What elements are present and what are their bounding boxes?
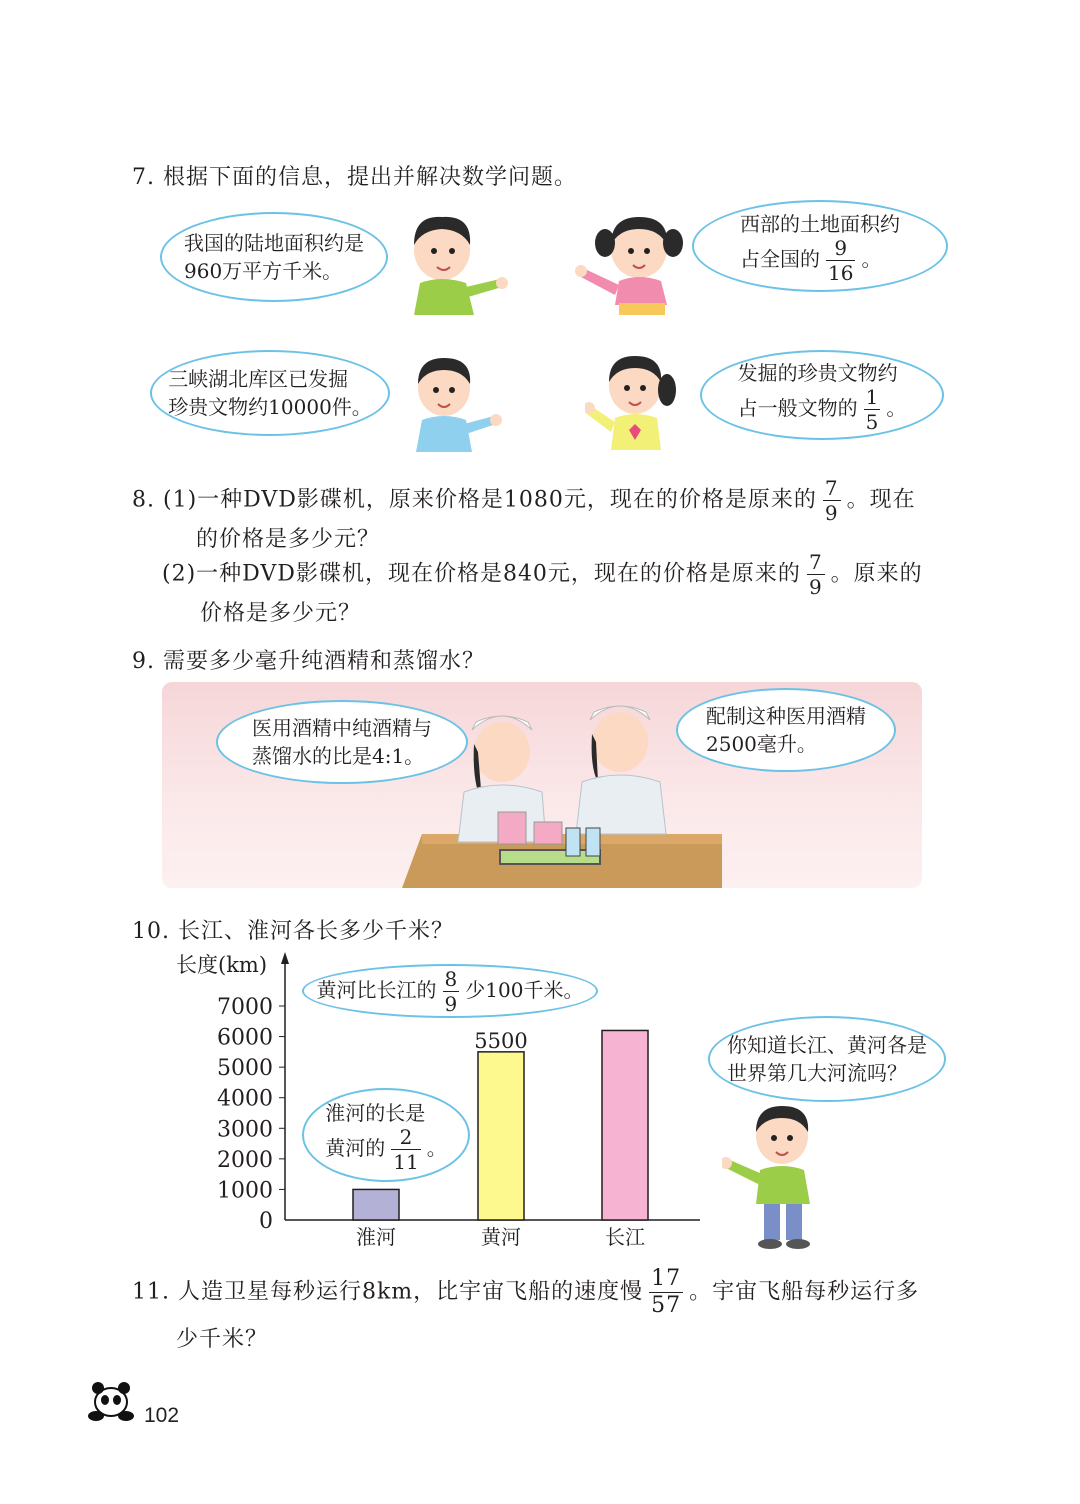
bubble-text: 配制这种医用酒精: [706, 704, 866, 728]
speech-bubble-ratio: [216, 700, 468, 784]
q10-title: 10. 长江、淮河各长多少千米？: [132, 919, 454, 944]
x-tick-label: 淮河: [356, 1225, 396, 1249]
y-axis-arrow: [281, 952, 289, 964]
bubble-text: 你知道长江、黄河各是: [727, 1033, 927, 1057]
boy-pointing-illustration: [722, 1100, 836, 1250]
bubble-text: 黄河比长江的: [316, 977, 437, 1002]
girl-pointing-illustration: [575, 205, 687, 315]
fraction: $\frac{1}{5}$: [865, 384, 879, 434]
y-axis-label: 长度(km): [176, 953, 268, 977]
speech-bubble-volume: [676, 688, 896, 772]
y-tick-label: 3000: [217, 1117, 273, 1143]
boy-pointing-illustration: [392, 205, 512, 317]
bubble-text: 蒸馏水的比是4:1。: [252, 744, 425, 768]
x-tick-labels: [356, 1225, 645, 1249]
bubble-text: 占一般文物的: [737, 395, 858, 420]
speech-bubble-huai-river: 淮河的长是 黄河的 $\frac{2}{11}$ 。: [302, 1088, 470, 1182]
fraction: $\frac{2}{11}$: [393, 1124, 419, 1174]
q8-part1-line2: 的价格是多少元？: [196, 527, 381, 552]
speech-bubble-land-area: [160, 212, 388, 302]
speech-bubble-relic-fraction: 发掘的珍贵文物约 占一般文物的 $\frac{1}{5}$ 。: [700, 350, 944, 440]
q8-part2-line1: (2)一种DVD影碟机，现在价格是840元，现在的价格是原来的 $\frac{7}{9}$ 。原来的: [162, 550, 923, 599]
speech-bubble-yellow-river: 黄河比长江的 $\frac{8}{9}$ 少100千米。: [302, 964, 598, 1018]
girl-pointing-illustration: [585, 346, 677, 458]
fraction: $\frac{9}{16}$: [828, 235, 854, 285]
y-tick-label: 4000: [217, 1086, 273, 1112]
q11-line1: 11. 人造卫星每秒运行8km，比宇宙飞船的速度慢 $\frac{17}{57}$ 。宇宙飞船每秒运行多: [132, 1266, 920, 1318]
q7-title: 7. 根据下面的信息，提出并解决数学问题。: [132, 165, 577, 190]
bubble-text: 西部的土地面积约: [740, 211, 900, 236]
bar-2: [478, 1052, 524, 1220]
speech-bubble-relics: [150, 350, 390, 436]
panda-icon: [86, 1376, 136, 1424]
bubble-text: 960万平方千米。: [184, 259, 343, 283]
x-tick-label: 长江: [605, 1225, 645, 1249]
fraction: $\frac{8}{9}$: [444, 966, 458, 1016]
bubble-text: 医用酒精中纯酒精与: [252, 716, 432, 740]
y-tick-label: 5000: [217, 1056, 273, 1082]
y-tick-label: 2000: [217, 1147, 273, 1173]
bar-3: [602, 1030, 648, 1220]
x-tick-label: 黄河: [481, 1225, 521, 1249]
fraction: $\frac{7}{9}$: [824, 476, 839, 525]
y-tick-label: 0: [259, 1209, 273, 1234]
speech-bubble-world-rivers: [708, 1016, 946, 1102]
y-tick-label: 1000: [217, 1178, 273, 1204]
q11-line2: 少千米？: [176, 1327, 269, 1352]
bubble-text: 占全国的: [740, 246, 820, 271]
fraction: $\frac{17}{57}$: [651, 1266, 682, 1318]
y-tick-label: 6000: [217, 1025, 273, 1051]
bar-1: [353, 1189, 399, 1220]
y-tick-label: 7000: [217, 995, 273, 1020]
bubble-text: 2500毫升。: [706, 732, 817, 756]
bubble-text: 淮河的长是: [325, 1100, 426, 1125]
q9-title: 9. 需要多少毫升纯酒精和蒸馏水？: [132, 649, 485, 674]
y-tick-labels: [217, 995, 285, 1234]
bubble-text: 珍贵文物约10000件。: [168, 395, 372, 419]
q8-part1-line1: 8. (1)一种DVD影碟机，原来价格是1080元，现在的价格是原来的 $\frac{7}{9}$ 。现在: [132, 476, 916, 525]
bubble-text: 三峡湖北库区已发掘: [168, 367, 349, 391]
bubble-text: 世界第几大河流吗？: [727, 1061, 907, 1085]
bubble-text: 发掘的珍贵文物约: [737, 360, 898, 385]
boy-pointing-illustration: [400, 350, 504, 454]
q8-part2-line2: 价格是多少元？: [200, 601, 362, 626]
page-number: 102: [144, 1404, 180, 1427]
speech-bubble-west-area: 西部的土地面积约 占全国的 $\frac{9}{16}$ 。: [692, 200, 948, 292]
data-labels: [474, 1029, 527, 1053]
fraction: $\frac{7}{9}$: [808, 550, 823, 599]
bubble-text: 我国的陆地面积约是: [184, 231, 364, 255]
data-label: 5500: [474, 1028, 528, 1053]
